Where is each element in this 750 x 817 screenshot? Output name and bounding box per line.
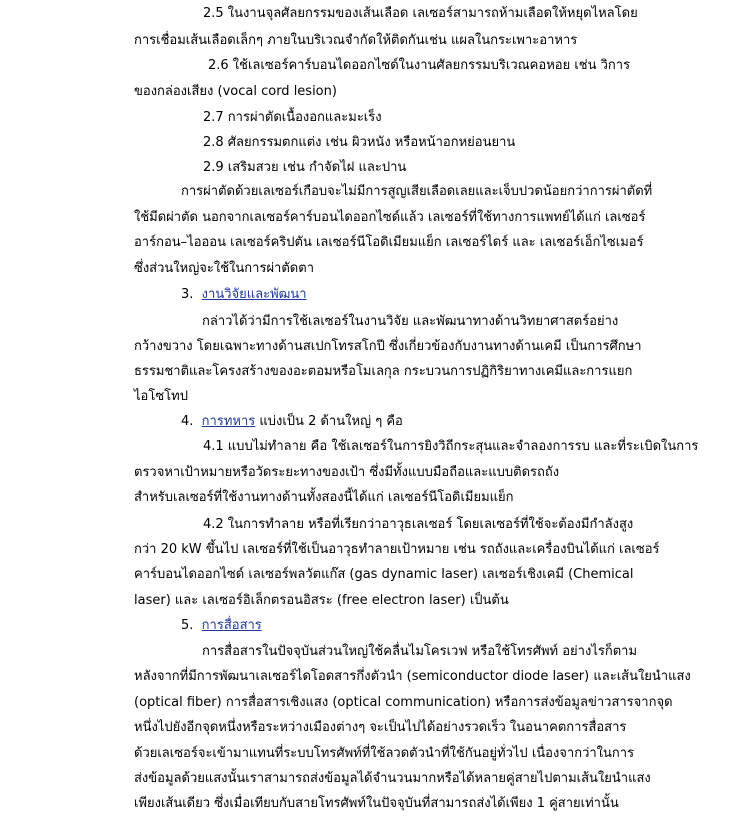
- text-line: ใช้มีดผ่าตัด นอกจากเลเซอร์คาร์บอนไดออกไซด์แล้ว เลเซอร์ที่ใช้ทางการแพทย์ได้แก่ เลเซอร์: [134, 210, 646, 225]
- text-line: กว่า 20 kW ขึ้นไป เลเซอร์ที่ใช้เป็นอาวุธทำลายเป้าหมาย เช่น รถถังและเครื่องบินได้แก่ เลเซอร์: [134, 542, 660, 557]
- text-line: 4.1 แบบไม่ทำลาย คือ ใช้เลเซอร์ในการยิงวิถีกระสุนและจำลองการรบ และที่ระเบิดในการ: [203, 439, 699, 454]
- text-line: การเชื่อมเส้นเลือดเล็กๆ ภายในบริเวณจำกัดให้ติดกันเช่น แผลในกระเพาะอาหาร: [134, 33, 578, 48]
- text-line: ส่งข้อมูลด้วยแสงนั้นเราสามารถส่งข้อมูลได้จำนวนมากหรือได้หลายคู่สายไปตามเส้นใยนำแสง: [134, 771, 651, 786]
- text-line: การผ่าตัดด้วยเลเซอร์เกือบจะไม่มีการสูญเสียเลือดเลยและเจ็บปวดน้อยกว่าการผ่าตัดที่: [181, 184, 653, 199]
- text-line: ด้วยเลเซอร์จะเข้ามาแทนที่ระบบโทรศัพท์ที่ใช้ลวดตัวนำที่ใช้กันอยู่ทั่วไป เนื่องจากว่าในการ: [134, 746, 635, 761]
- section-heading: [181, 412, 403, 432]
- text-line: ซึ่งส่วนใหญ่จะใช้ในการผ่าตัดตา: [134, 261, 314, 276]
- text-line: ตรวจหาเป้าหมายหรือวัดระยะทางของเป้า ซึ่งมีทั้งแบบมือถือและแบบติดรถถัง: [134, 465, 560, 480]
- section-number: 3.: [181, 287, 194, 302]
- section-heading: [181, 285, 307, 305]
- section-heading: [181, 616, 262, 636]
- text-line: อาร์กอน–ไอออน เลเซอร์คริปตัน เลเซอร์นีโอดิเมียมแย็ก เลเซอร์ไดร์ และ เลเซอร์เอ็กไซเมอร์: [134, 235, 644, 250]
- text-line: laser) และ เลเซอร์อิเล็กตรอนอิสระ (free electron laser) เป็นต้น: [134, 593, 509, 608]
- text-line: คาร์บอนไดออกไซด์ เลเซอร์พลวัตแก๊ส (gas dynamic laser) เลเซอร์เชิงเคมี (Chemical: [134, 567, 634, 582]
- text-line: กล่าวได้ว่ามีการใช้เลเซอร์ในงานวิจัย และพัฒนาทางด้านวิทยาศาสตร์อย่าง: [202, 314, 619, 329]
- text-line: 4.2 ในการทำลาย หรือที่เรียกว่าอาวุธเลเซอร์ โดยเลเซอร์ที่ใช้จะต้องมีกำลังสูง: [203, 517, 634, 532]
- text-line: 2.7 การผ่าตัดเนื้องอกและมะเร็ง: [203, 110, 382, 125]
- section-subtitle: แบ่งเป็น 2 ด้านใหญ่ ๆ คือ: [255, 414, 403, 429]
- text-line: สำหรับเลเซอร์ที่ใช้งานทางด้านทั้งสองนี้ได้แก่ เลเซอร์นีโอดิเมียมแย็ก: [134, 490, 514, 505]
- section-number: 4.: [181, 414, 194, 429]
- section-title: การทหาร: [201, 414, 256, 429]
- text-line: ของกล่องเสียง (vocal cord lesion): [134, 84, 337, 99]
- text-line: หลังจากที่มีการพัฒนาเลเซอร์ไดโอดสารกึ่งตัวนำ (semiconductor diode laser) และเส้นใยนำแสง: [134, 669, 691, 684]
- section-title: การสื่อสาร: [201, 618, 262, 633]
- text-line: 2.9 เสริมสวย เช่น กำจัดไฝ และปาน: [203, 160, 407, 175]
- text-line: 2.8 ศัลยกรรมตกแต่ง เช่น ผิวหนัง หรือหน้าอกหย่อนยาน: [203, 135, 516, 150]
- section-number: 5.: [181, 618, 194, 633]
- section-title: งานวิจัยและพัฒนา: [201, 287, 307, 302]
- text-line: ไอโซโทป: [134, 389, 188, 404]
- text-line: หนึ่งไปยังอีกจุดหนึ่งหรือระหว่างเมืองต่างๆ จะเป็นไปได้อย่างรวดเร็ว ในอนาคตการสื่อสาร: [134, 720, 627, 735]
- text-line: ธรรมชาติและโครงสร้างของอะตอมหรือโมเลกุล กระบวนการปฏิกิริยาทางเคมีและการแยก: [134, 364, 633, 379]
- text-line: 2.6 ใช้เลเซอร์คาร์บอนไดออกไซด์ในงานศัลยกรรมบริเวณคอหอย เช่น วิการ: [208, 58, 631, 73]
- text-line: 2.5 ในงานจุลศัลยกรรมของเส้นเลือด เลเซอร์สามารถห้ามเลือดให้หยุดไหลโดย: [203, 6, 638, 21]
- text-line: การสื่อสารในปัจจุบันส่วนใหญ่ใช้คลื่นไมโครเวฟ หรือใช้โทรศัพท์ อย่างไรก็ตาม: [202, 644, 638, 659]
- text-line: กว้างขวาง โดยเฉพาะทางด้านสเปกโทรสโกปี ซึ่งเกี่ยวข้องกับงานทางด้านเคมี เป็นการศึกษา: [134, 339, 642, 354]
- text-line: เพียงเส้นเดียว ซึ่งเมื่อเทียบกับสายโทรศัพท์ในปัจจุบันที่สามารถส่งได้เพียง 1 คู่สายเท่านั้น: [134, 796, 619, 811]
- text-line: (optical fiber) การสื่อสารเชิงแสง (optical communication) หรือการส่งข้อมูลข่าวสารจากจุด: [134, 695, 673, 710]
